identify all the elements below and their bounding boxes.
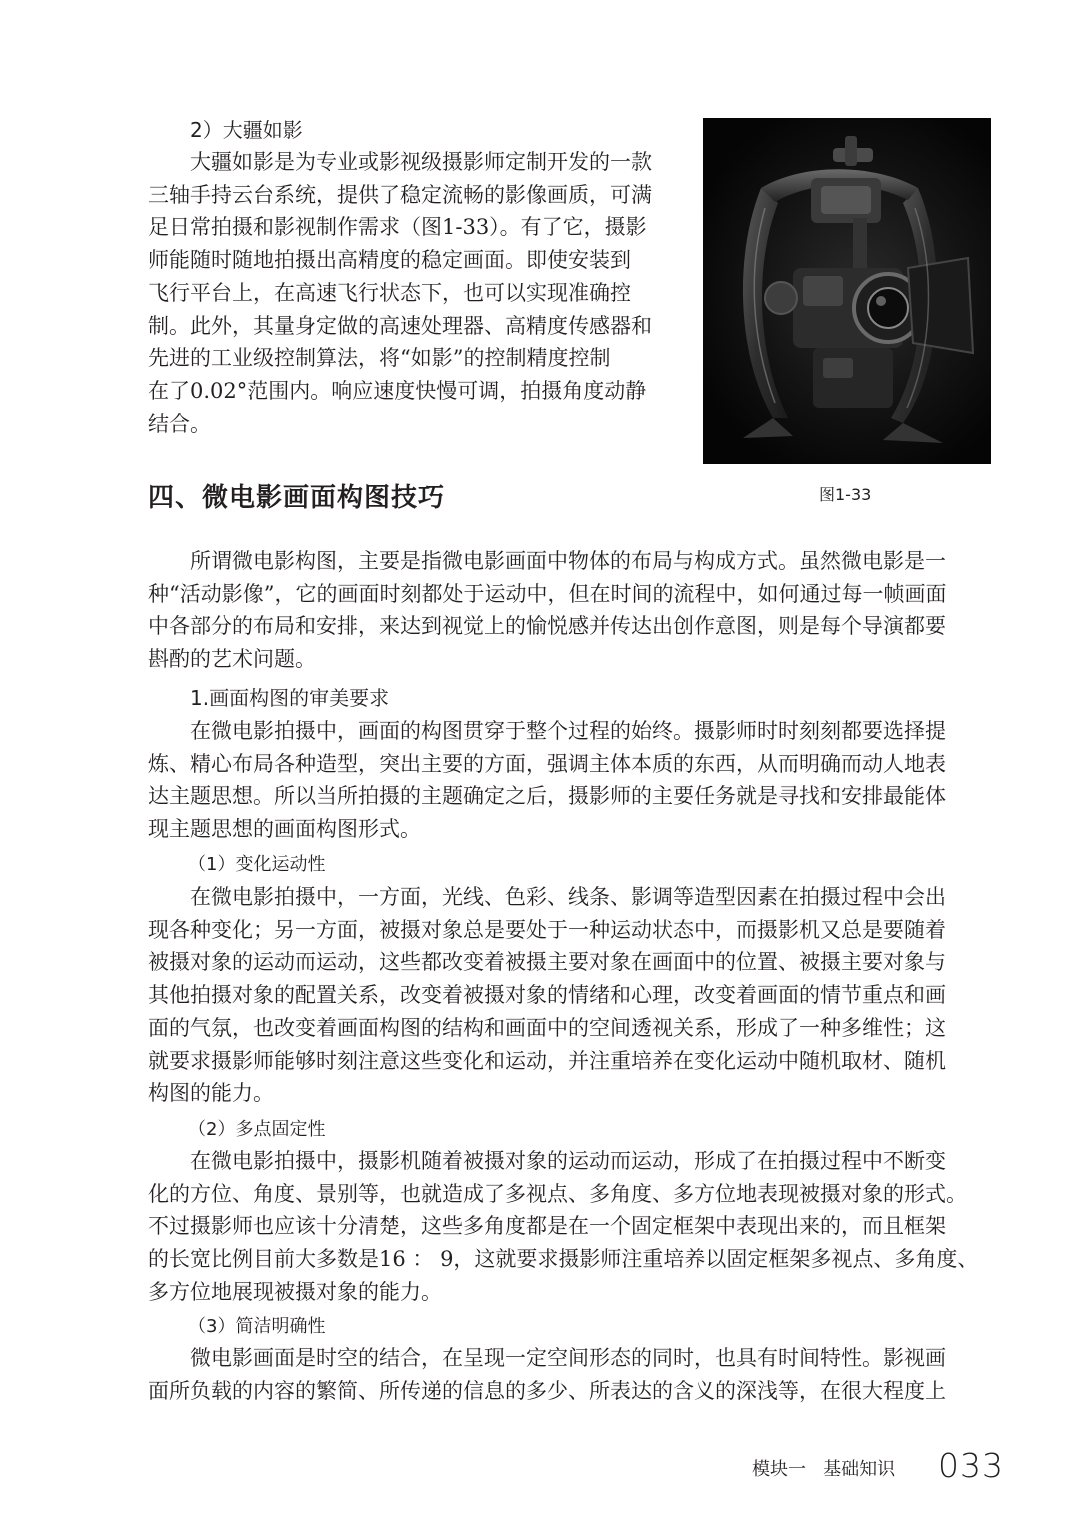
text-line: 制。此外，其量身定做的高速处理器、高精度传感器和 (148, 313, 652, 338)
text-line: 斟酌的艺术问题。 (148, 647, 316, 672)
text-line: 三轴手持云台系统，提供了稳定流畅的影像画质，可满 (148, 182, 652, 207)
text-line: 构图的能力。 (148, 1081, 274, 1106)
text-line: 中各部分的布局和安排，来达到视觉上的愉悦感并传达出创作意图，则是每个导演都要 (148, 614, 946, 639)
text-line: 其他拍摄对象的配置关系，改变着被摄对象的情绪和心理，改变着画面的情节重点和画 (148, 983, 946, 1008)
page-number: 033 (938, 1446, 1004, 1485)
text-line: 所谓微电影构图，主要是指微电影画面中物体的布局与构成方式。虽然微电影是一 (190, 549, 946, 573)
text-line: 面所负载的内容的繁简、所传递的信息的多少、所表达的含义的深浅等，在很大程度上 (148, 1378, 946, 1403)
subheading-dji-ronin: 2）大疆如影 (190, 118, 303, 142)
paragraph-variation-motion (148, 881, 993, 1110)
text-line: 师能随时随地拍摄出高精度的稳定画面。即使安装到 (148, 248, 631, 273)
text-line: 结合。 (148, 411, 211, 436)
subheading-concise-clarity: （3）简洁明确性 (188, 1316, 326, 1337)
text-line: 被摄对象的运动而运动，这些都改变着被摄主要对象在画面中的位置、被摄主要对象与 (148, 950, 946, 975)
paragraph-multi-point-fixed (148, 1145, 993, 1309)
paragraph-dji-ronin (148, 146, 678, 440)
gimbal-icon (703, 118, 991, 464)
text-line: 微电影画面是时空的结合，在呈现一定空间形态的同时，也具有时间特性。影视画 (190, 1346, 946, 1370)
text-line: 在微电影拍摄中，一方面，光线、色彩、线条、影调等造型因素在拍摄过程中会出 (190, 885, 946, 909)
text-line: 飞行平台上，在高速飞行状态下，也可以实现准确控 (148, 280, 631, 305)
text-line: 大疆如影是为专业或影视级摄影师定制开发的一款 (190, 150, 652, 174)
figure-gimbal-photo (703, 118, 991, 464)
subheading-variation-motion: （1）变化运动性 (188, 854, 326, 875)
text-line: 在微电影拍摄中，摄影机随着被摄对象的运动而运动，形成了在拍摄过程中不断变 (190, 1149, 946, 1173)
text-line: 不过摄影师也应该十分清楚，这些多角度都是在一个固定框架中表现出来的，而且框架 (148, 1214, 946, 1239)
subheading-aesthetic-requirements: 1.画面构图的审美要求 (190, 686, 390, 710)
text-line: 足日常拍摄和影视制作需求（图1-33）。有了它，摄影 (148, 215, 647, 240)
text-line: 炼、精心布局各种造型，突出主要的方面，强调主体本质的东西，从而明确而动人地表 (148, 751, 946, 776)
figure-caption: 图1-33 (819, 485, 872, 504)
paragraph-intro (148, 545, 993, 676)
text-line: 多方位地展现被摄对象的能力。 (148, 1279, 442, 1304)
paragraph-aesthetic (148, 715, 993, 846)
paragraph-concise-clarity (148, 1342, 993, 1407)
text-line: 现主题思想的画面构图形式。 (148, 817, 421, 842)
text-line: 在微电影拍摄中，画面的构图贯穿于整个过程的始终。摄影师时时刻刻都要选择提 (190, 719, 946, 743)
text-line: 先进的工业级控制算法，将“如影”的控制精度控制 (148, 346, 611, 371)
text-line: 就要求摄影师能够时刻注意这些变化和运动，并注重培养在变化运动中随机取材、随机 (148, 1048, 946, 1073)
text-line: 的长宽比例目前大多数是16 ： 9，这就要求摄影师注重培养以固定框架多视点、多角度、 (148, 1247, 979, 1272)
subheading-multi-point-fixed: （2）多点固定性 (188, 1119, 326, 1140)
text-line: 化的方位、角度、景别等，也就造成了多视点、多角度、多方位地表现被摄对象的形式。 (148, 1181, 967, 1206)
text-line: 面的气氛，也改变着画面构图的结构和画面中的空间透视关系，形成了一种多维性；这 (148, 1015, 946, 1040)
text-line: 现各种变化；另一方面，被摄对象总是要处于一种运动状态中，而摄影机又总是要随着 (148, 917, 946, 942)
text-line: 在了0.02°范围内。响应速度快慢可调，拍摄角度动静 (148, 378, 647, 403)
section-heading: 四、微电影画面构图技巧 (148, 483, 446, 513)
text-line: 达主题思想。所以当所拍摄的主题确定之后，摄影师的主要任务就是寻找和安排最能体 (148, 784, 946, 809)
footer-module-label: 模块一 基础知识 (752, 1459, 896, 1480)
text-line: 种“活动影像”，它的画面时刻都处于运动中，但在时间的流程中，如何通过每一帧画面 (148, 581, 947, 606)
